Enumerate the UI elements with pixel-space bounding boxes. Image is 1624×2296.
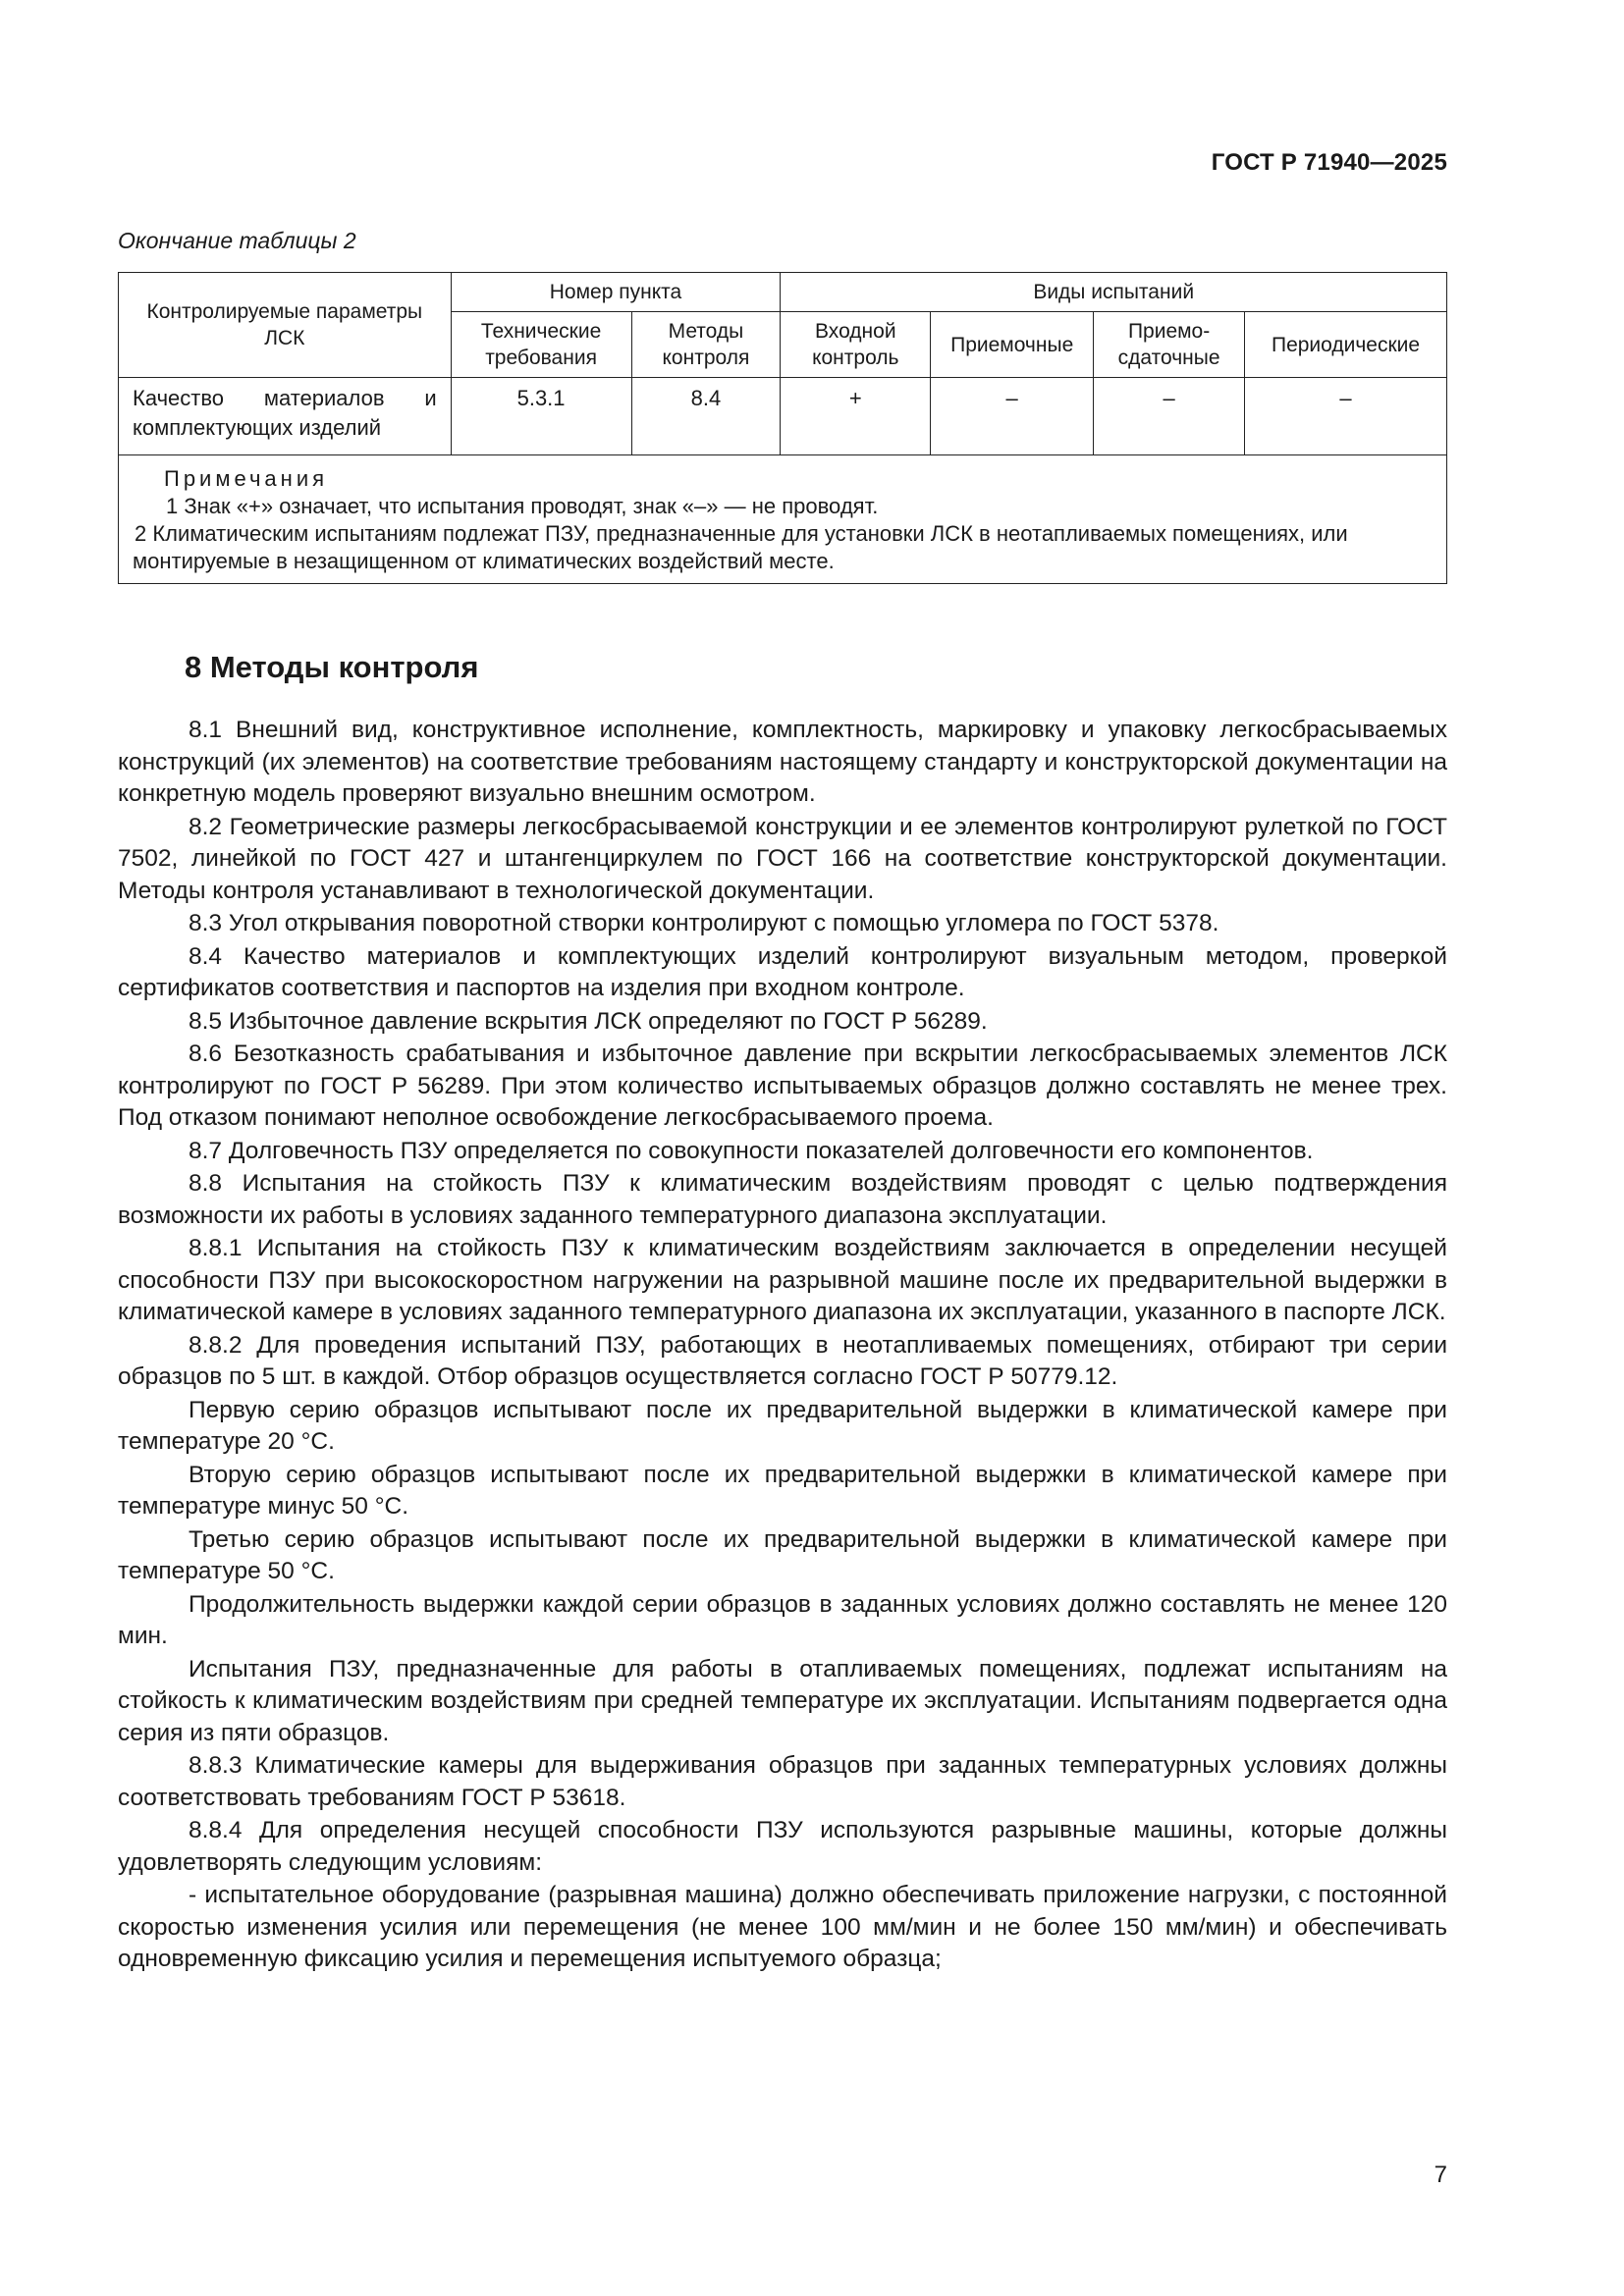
header-delivery: Приемо-сдаточные [1094,312,1245,378]
cell-tech-req: 5.3.1 [451,378,631,455]
notes-cell [119,455,1447,584]
cell-periodic: – [1245,378,1447,455]
notes-title: Примечания [164,466,329,491]
paragraph: 8.6 Безотказность срабатывания и избыточное давление при вскрытии легкосбрасываемых элементов ЛСК контролируют по ГОСТ Р 56289. При этом количество испытываемых образцов должно составлять не менее трех. Под отказом понимают неполное освобождение легкосбрасываемого проема. [118,1041,1447,1131]
paragraph: 8.3 Угол открывания поворотной створки контролируют с помощью угломера по ГОСТ 5378. [189,910,1219,936]
paragraph: 8.8.1 Испытания на стойкость ПЗУ к климатическим воздействиям заключается в определении несущей способности ПЗУ при высокоскоростном нагружении на разрывной машине после их предварительной выдержки в климатической камере в условиях заданного температурного диапазона их эксплуатации, указанного в паспорте ЛСК. [118,1235,1447,1325]
section-title: 8 Методы контроля [185,650,479,684]
paragraph: Третью серию образцов испытывают после их предварительной выдержки в климатической камере при температуре 50 °С. [118,1525,1447,1584]
header-tech-req: Технические требования [451,312,631,378]
paragraph: Первую серию образцов испытывают после их предварительной выдержки в климатической камере при температуре 20 °С. [118,1396,1447,1455]
paragraph: 8.8.4 Для определения несущей способности ПЗУ используются разрывные машины, которые должны удовлетворять следующим условиям: [118,1817,1447,1876]
paragraph: 8.4 Качество материалов и комплектующих изделий контролируют визуальным методом, проверкой сертификатов соответствия и паспортов на изделия при входном контроле. [118,942,1447,1001]
paragraph: - испытательное оборудование (разрывная машина) должно обеспечивать приложение нагрузки, с постоянной скоростью изменения усилия или перемещения (не менее 100 мм/мин и не более 150 мм/мин) и обеспечивать одновременную фиксацию усилия и перемещения испытуемого образца; [118,1882,1447,1972]
paragraph: 8.1 Внешний вид, конструктивное исполнение, комплектность, маркировку и упаковку легкосбрасываемых конструкций (их элементов) на соответствие требованиям настоящему стандарту и конструкторской документации на конкретную модель проверяют визуально внешним осмотром. [118,717,1447,807]
document-code: ГОСТ Р 71940—2025 [1211,149,1447,176]
paragraph: 8.8.3 Климатические камеры для выдерживания образцов при заданных температурных условиях должны соответствовать требованиям ГОСТ Р 53618. [118,1752,1447,1811]
paragraph: Продолжительность выдержки каждой серии образцов в заданных условиях должно составлять не менее 120 мин. [118,1590,1447,1649]
cell-incoming: + [781,378,931,455]
header-incoming: Входной контроль [781,312,931,378]
paragraph: 8.7 Долговечность ПЗУ определяется по совокупности показателей долговечности его компонентов. [189,1137,1314,1164]
header-periodic: Периодические [1245,312,1447,378]
header-params: Контролируемые параметры ЛСК [119,273,452,378]
body-text [118,715,1447,1977]
note-1: 1 Знак «+» означает, что испытания проводят, знак «–» — не проводят. [166,494,879,518]
paragraph: 8.5 Избыточное давление вскрытия ЛСК определяют по ГОСТ Р 56289. [189,1007,988,1035]
paragraph: 8.8 Испытания на стойкость ПЗУ к климатическим воздействиям проводят с целью подтверждения возможности их работы в условиях заданного температурного диапазона эксплуатации. [118,1170,1447,1229]
table-row [119,378,1447,455]
note-2: 2 Климатическим испытаниям подлежат ПЗУ, предназначенные для установки ЛСК в неотапливаемых помещениях, или монтируемые в незащищенном от климатических воздействий месте. [133,521,1348,573]
header-methods: Методы контроля [631,312,781,378]
page-number: 7 [1434,2162,1447,2188]
header-acceptance: Приемочные [931,312,1094,378]
paragraph: Вторую серию образцов испытывают после их предварительной выдержки в климатической камере при температуре минус 50 °С. [118,1461,1447,1520]
header-tests-group: Виды испытаний [781,273,1447,312]
cell-acceptance: – [931,378,1094,455]
row-param: Качество материалов и комплектующих изделий [119,378,452,455]
table-caption: Окончание таблицы 2 [118,228,356,253]
parameters-table [118,272,1447,584]
paragraph: 8.2 Геометрические размеры легкосбрасываемой конструкции и ее элементов контролируют рулеткой по ГОСТ 7502, линейкой по ГОСТ 427 и штангенциркулем по ГОСТ 166 на соответствие конструкторской документации. Методы контроля устанавливают в технологической документации. [118,813,1447,904]
cell-delivery: – [1094,378,1245,455]
header-clause-group: Номер пункта [451,273,781,312]
cell-methods: 8.4 [631,378,781,455]
paragraph: Испытания ПЗУ, предназначенные для работы в отапливаемых помещениях, подлежат испытаниям на стойкость к климатическим воздействиям при средней температуре их эксплуатации. Испытаниям подвергается одна серия из пяти образцов. [118,1655,1447,1746]
paragraph: 8.8.2 Для проведения испытаний ПЗУ, работающих в неотапливаемых помещениях, отбирают три серии образцов по 5 шт. в каждой. Отбор образцов осуществляется согласно ГОСТ Р 50779.12. [118,1331,1447,1390]
